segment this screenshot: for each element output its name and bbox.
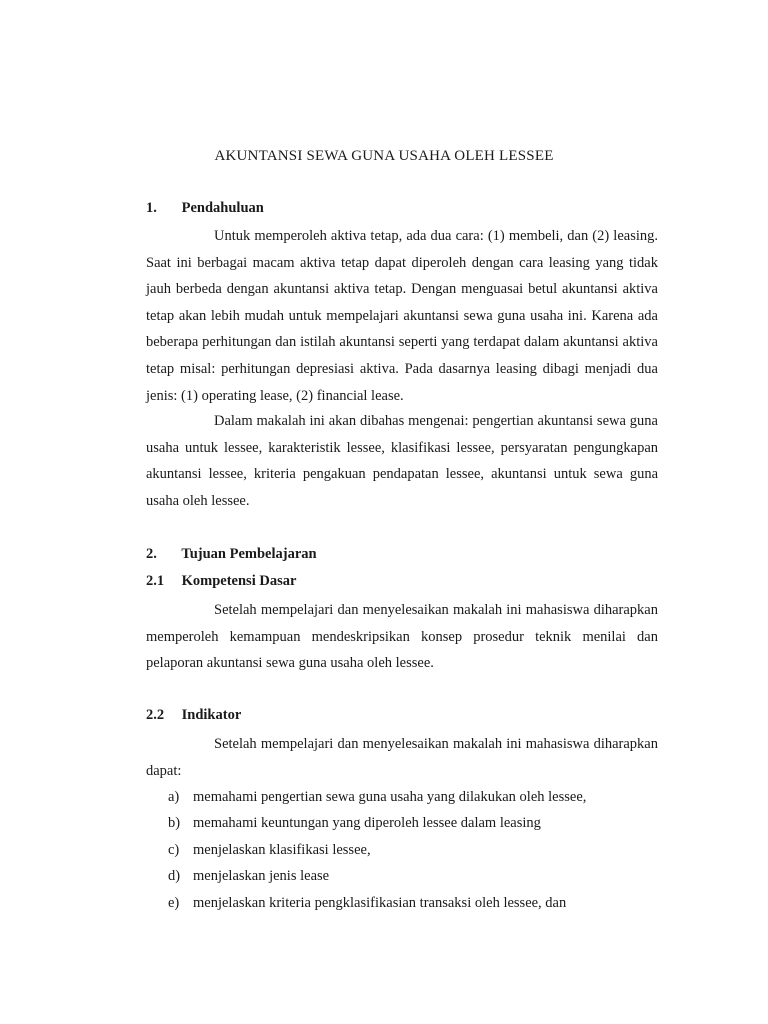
section-title: Indikator: [181, 707, 242, 723]
section-2-2-heading: [146, 707, 241, 724]
list-item: [146, 810, 658, 836]
list-marker: b): [168, 815, 181, 832]
section-number: 1.: [146, 200, 157, 216]
intro-paragraph-1: Untuk memperoleh aktiva tetap, ada dua cara: (1) membeli, dan (2) leasing. Saat ini berbagai macam aktiva tetap dapat diperoleh dengan cara leasing yang tidak jauh berbeda dengan akuntansi aktiva tetap. Dengan menguasai betul akuntansi aktiva tetap akan lebih mudah untuk mempelajari akuntansi sewa guna usaha ini. Karena ada beberapa perhitungan dan istilah akuntansi seperti yang terdapat dalam akuntansi aktiva tetap misal: perhitungan depresiasi aktiva. Pada dasarnya leasing dibagi menjadi dua jenis: (1) operating lease, (2) financial lease.: [146, 228, 658, 404]
document-title: AKUNTANSI SEWA GUNA USAHA OLEH LESSEE: [214, 148, 554, 164]
section-2-heading: [146, 546, 317, 563]
list-item-text: menjelaskan klasifikasi lessee,: [193, 841, 371, 858]
section-number: 2.1: [146, 573, 165, 589]
intro-paragraph-2: Dalam makalah ini akan dibahas mengenai: pengertian akuntansi sewa guna usaha untuk lessee, karakteristik lessee, klasifikasi lessee, persyaratan pengungkapan akuntansi lessee, kriteria pengakuan pendapatan lessee, akuntansi untuk sewa guna usaha oleh lessee.: [146, 413, 658, 509]
list-item: [146, 784, 658, 810]
section-title: Tujuan Pembelajaran: [181, 546, 317, 562]
section-title: Kompetensi Dasar: [181, 573, 297, 589]
list-marker: a): [168, 789, 180, 805]
indikator-paragraph: Setelah mempelajari dan menyelesaikan makalah ini mahasiswa diharapkan dapat:: [146, 736, 658, 779]
section-2-1-heading: [146, 573, 296, 590]
kompetensi-paragraph: Setelah mempelajari dan menyelesaikan makalah ini mahasiswa diharapkan memperoleh kemampuan mendeskripsikan konsep prosedur teknik menilai dan pelaporan akuntansi sewa guna usaha oleh lessee.: [146, 602, 658, 672]
indikator-list: [146, 784, 658, 916]
list-item: [146, 863, 658, 889]
list-item-text: memahami pengertian sewa guna usaha yang dilakukan oleh lessee,: [193, 789, 587, 805]
list-marker: c): [168, 841, 180, 858]
list-item-text: memahami keuntungan yang diperoleh lessee dalam leasing: [193, 815, 541, 832]
list-marker: e): [168, 894, 180, 911]
section-1-heading: [146, 200, 264, 217]
list-marker: d): [168, 868, 181, 885]
section-number: 2.2: [146, 707, 165, 723]
list-item-text: menjelaskan kriteria pengklasifikasian transaksi oleh lessee, dan: [193, 894, 567, 911]
list-item-text: menjelaskan jenis lease: [193, 868, 330, 885]
list-item: [146, 837, 658, 863]
list-item: [146, 890, 658, 916]
section-number: 2.: [146, 546, 157, 562]
section-title: Pendahuluan: [181, 200, 264, 216]
